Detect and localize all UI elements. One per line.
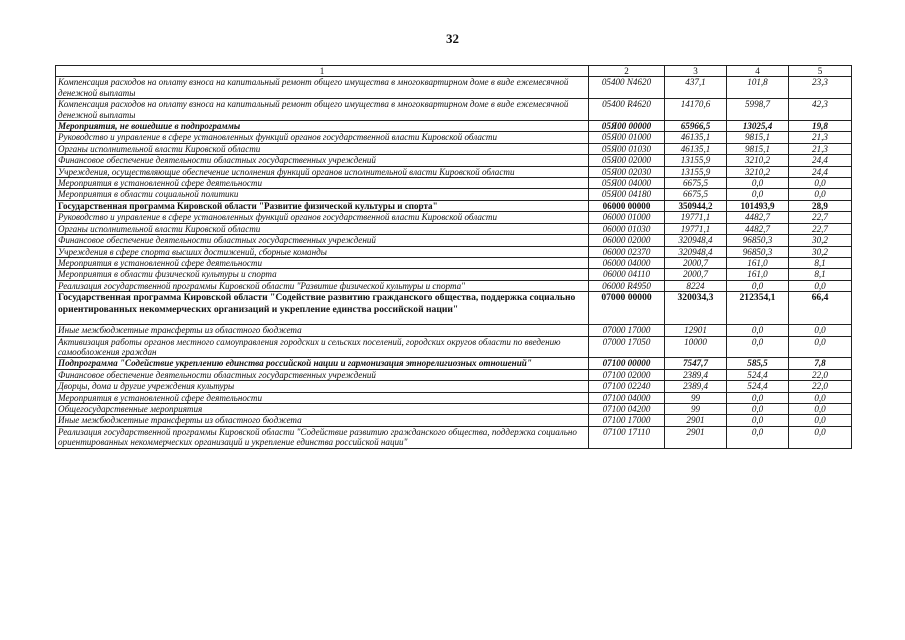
row-plan-cell: 6675,5 <box>665 178 727 189</box>
row-code-cell: 05Я00 04000 <box>589 178 665 189</box>
row-actual-cell: 0,0 <box>727 178 789 189</box>
row-name-cell: Подпрограмма "Содействие укреплению единства российской нации и гармонизация этнорелигиозных отношений" <box>56 358 589 369</box>
row-code-cell: 06000 02370 <box>589 246 665 257</box>
row-name-cell: Мероприятия в установленной сфере деятельности <box>56 257 589 268</box>
table-row <box>56 358 852 369</box>
row-plan-cell: 7547,7 <box>665 358 727 369</box>
row-code-cell: 06000 01030 <box>589 223 665 234</box>
table-row <box>56 336 852 358</box>
budget-table <box>55 65 852 449</box>
row-percent-cell: 0,0 <box>789 336 852 358</box>
row-percent-cell: 0,0 <box>789 415 852 426</box>
row-plan-cell: 320034,3 <box>665 292 727 325</box>
row-actual-cell: 0,0 <box>727 189 789 200</box>
table-row <box>56 392 852 403</box>
row-code-cell: 07000 00000 <box>589 292 665 325</box>
row-code-cell: 05400 R4620 <box>589 99 665 121</box>
row-percent-cell: 30,2 <box>789 235 852 246</box>
row-actual-cell: 0,0 <box>727 403 789 414</box>
row-actual-cell: 96850,3 <box>727 246 789 257</box>
table-row <box>56 155 852 166</box>
row-percent-cell: 22,7 <box>789 223 852 234</box>
header-col-4: 4 <box>727 66 789 77</box>
row-name-cell: Органы исполнительной власти Кировской области <box>56 223 589 234</box>
row-code-cell: 07100 04200 <box>589 403 665 414</box>
table-row <box>56 426 852 448</box>
row-name-cell: Органы исполнительной власти Кировской области <box>56 143 589 154</box>
row-code-cell: 05400 N4620 <box>589 77 665 99</box>
row-percent-cell: 24,4 <box>789 166 852 177</box>
row-name-cell: Мероприятия, не вошедшие в подпрограммы <box>56 121 589 132</box>
row-code-cell: 05Я00 02030 <box>589 166 665 177</box>
row-name-cell: Дворцы, дома и другие учреждения культуры <box>56 381 589 392</box>
row-code-cell: 05Я00 00000 <box>589 121 665 132</box>
row-plan-cell: 320948,4 <box>665 246 727 257</box>
row-name-cell: Учреждения, осуществляющие обеспечение исполнения функций органов исполнительной власти Кировской области <box>56 166 589 177</box>
row-code-cell: 07100 02000 <box>589 369 665 380</box>
table-row <box>56 212 852 223</box>
row-name-cell: Общегосударственные мероприятия <box>56 403 589 414</box>
row-percent-cell: 8,1 <box>789 269 852 280</box>
row-actual-cell: 4482,7 <box>727 212 789 223</box>
table-row <box>56 223 852 234</box>
row-plan-cell: 65966,5 <box>665 121 727 132</box>
row-name-cell: Государственная программа Кировской области "Развитие физической культуры и спорта" <box>56 200 589 211</box>
row-actual-cell: 3210,2 <box>727 155 789 166</box>
row-actual-cell: 524,4 <box>727 381 789 392</box>
row-percent-cell: 21,3 <box>789 143 852 154</box>
row-code-cell: 05Я00 02000 <box>589 155 665 166</box>
table-row <box>56 246 852 257</box>
row-name-cell: Финансовое обеспечение деятельности областных государственных учреждений <box>56 155 589 166</box>
table-row <box>56 292 852 325</box>
table-row <box>56 257 852 268</box>
row-code-cell: 07100 17110 <box>589 426 665 448</box>
row-plan-cell: 2901 <box>665 426 727 448</box>
row-name-cell: Финансовое обеспечение деятельности областных государственных учреждений <box>56 235 589 246</box>
table-row <box>56 77 852 99</box>
row-name-cell: Активизация работы органов местного самоуправления городских и сельских поселений, городских округов области по введению самообложения граждан <box>56 336 589 358</box>
row-name-cell: Реализация государственной программы Кировской области "Содействие развитию гражданского общества, поддержка социально ориентированных некоммерческих организаций и укрепление единства российской нации" <box>56 426 589 448</box>
table-row <box>56 381 852 392</box>
row-percent-cell: 19,8 <box>789 121 852 132</box>
row-plan-cell: 14170,6 <box>665 99 727 121</box>
row-code-cell: 07100 04000 <box>589 392 665 403</box>
row-percent-cell: 0,0 <box>789 392 852 403</box>
row-name-cell: Финансовое обеспечение деятельности областных государственных учреждений <box>56 369 589 380</box>
row-code-cell: 05Я00 01030 <box>589 143 665 154</box>
row-plan-cell: 437,1 <box>665 77 727 99</box>
row-name-cell: Иные межбюджетные трансферты из областного бюджета <box>56 415 589 426</box>
row-percent-cell: 30,2 <box>789 246 852 257</box>
table-row <box>56 178 852 189</box>
row-code-cell: 07000 17000 <box>589 325 665 336</box>
row-percent-cell: 8,1 <box>789 257 852 268</box>
row-percent-cell: 42,3 <box>789 99 852 121</box>
table-header-row <box>56 66 852 77</box>
row-actual-cell: 9815,1 <box>727 143 789 154</box>
row-name-cell: Государственная программа Кировской области "Содействие развитию гражданского общества, поддержка социально ориентированных некоммерческих организаций и укрепление единства российской нации" <box>56 292 589 325</box>
row-code-cell: 06000 00000 <box>589 200 665 211</box>
row-actual-cell: 0,0 <box>727 426 789 448</box>
row-code-cell: 05Я00 04180 <box>589 189 665 200</box>
row-percent-cell: 21,3 <box>789 132 852 143</box>
row-percent-cell: 22,0 <box>789 369 852 380</box>
table-row <box>56 269 852 280</box>
row-actual-cell: 585,5 <box>727 358 789 369</box>
row-actual-cell: 5998,7 <box>727 99 789 121</box>
row-code-cell: 07100 00000 <box>589 358 665 369</box>
row-plan-cell: 8224 <box>665 280 727 291</box>
row-actual-cell: 524,4 <box>727 369 789 380</box>
table-row <box>56 166 852 177</box>
row-plan-cell: 99 <box>665 392 727 403</box>
row-plan-cell: 2389,4 <box>665 381 727 392</box>
row-code-cell: 06000 R4950 <box>589 280 665 291</box>
row-plan-cell: 10000 <box>665 336 727 358</box>
row-actual-cell: 0,0 <box>727 325 789 336</box>
row-percent-cell: 23,3 <box>789 77 852 99</box>
row-percent-cell: 0,0 <box>789 325 852 336</box>
table-row <box>56 200 852 211</box>
row-actual-cell: 101,8 <box>727 77 789 99</box>
header-col-2: 2 <box>589 66 665 77</box>
table-row <box>56 235 852 246</box>
row-percent-cell: 28,9 <box>789 200 852 211</box>
row-percent-cell: 66,4 <box>789 292 852 325</box>
row-percent-cell: 0,0 <box>789 280 852 291</box>
row-code-cell: 06000 01000 <box>589 212 665 223</box>
row-name-cell: Руководство и управление в сфере установленных функций органов государственной власти Кировской области <box>56 132 589 143</box>
row-plan-cell: 12901 <box>665 325 727 336</box>
row-percent-cell: 0,0 <box>789 178 852 189</box>
row-actual-cell: 9815,1 <box>727 132 789 143</box>
row-actual-cell: 101493,9 <box>727 200 789 211</box>
row-code-cell: 06000 02000 <box>589 235 665 246</box>
row-code-cell: 06000 04000 <box>589 257 665 268</box>
page-number: 32 <box>446 31 459 46</box>
row-percent-cell: 24,4 <box>789 155 852 166</box>
row-actual-cell: 3210,2 <box>727 166 789 177</box>
row-plan-cell: 13155,9 <box>665 166 727 177</box>
table-row <box>56 280 852 291</box>
row-name-cell: Руководство и управление в сфере установленных функций органов государственной власти Кировской области <box>56 212 589 223</box>
table-row <box>56 132 852 143</box>
table-row <box>56 99 852 121</box>
table-row <box>56 325 852 336</box>
row-actual-cell: 13025,4 <box>727 121 789 132</box>
row-name-cell: Учреждения в сфере спорта высших достижений, сборные команды <box>56 246 589 257</box>
table-row <box>56 121 852 132</box>
row-plan-cell: 2901 <box>665 415 727 426</box>
row-plan-cell: 13155,9 <box>665 155 727 166</box>
table-row <box>56 143 852 154</box>
row-percent-cell: 0,0 <box>789 189 852 200</box>
table-row <box>56 415 852 426</box>
row-name-cell: Мероприятия в области физической культуры и спорта <box>56 269 589 280</box>
row-code-cell: 06000 04110 <box>589 269 665 280</box>
row-code-cell: 07100 17000 <box>589 415 665 426</box>
row-plan-cell: 46135,1 <box>665 132 727 143</box>
row-plan-cell: 2389,4 <box>665 369 727 380</box>
row-actual-cell: 161,0 <box>727 257 789 268</box>
header-col-1: 1 <box>56 66 589 77</box>
row-plan-cell: 19771,1 <box>665 212 727 223</box>
row-percent-cell: 0,0 <box>789 426 852 448</box>
row-code-cell: 07100 02240 <box>589 381 665 392</box>
row-percent-cell: 22,0 <box>789 381 852 392</box>
row-plan-cell: 19771,1 <box>665 223 727 234</box>
table-row <box>56 189 852 200</box>
row-name-cell: Мероприятия в области социальной политики <box>56 189 589 200</box>
row-actual-cell: 0,0 <box>727 336 789 358</box>
row-name-cell: Иные межбюджетные трансферты из областного бюджета <box>56 325 589 336</box>
table-row <box>56 403 852 414</box>
row-actual-cell: 161,0 <box>727 269 789 280</box>
row-actual-cell: 96850,3 <box>727 235 789 246</box>
row-code-cell: 07000 17050 <box>589 336 665 358</box>
header-col-5: 5 <box>789 66 852 77</box>
row-plan-cell: 46135,1 <box>665 143 727 154</box>
row-name-cell: Мероприятия в установленной сфере деятельности <box>56 392 589 403</box>
row-actual-cell: 0,0 <box>727 280 789 291</box>
table-row <box>56 369 852 380</box>
row-plan-cell: 2000,7 <box>665 257 727 268</box>
row-code-cell: 05Я00 01000 <box>589 132 665 143</box>
row-plan-cell: 350944,2 <box>665 200 727 211</box>
row-percent-cell: 7,8 <box>789 358 852 369</box>
row-percent-cell: 0,0 <box>789 403 852 414</box>
row-actual-cell: 0,0 <box>727 415 789 426</box>
row-name-cell: Компенсация расходов на оплату взноса на капитальный ремонт общего имущества в многоквартирном доме в виде ежемесячной денежной выплаты <box>56 99 589 121</box>
row-actual-cell: 4482,7 <box>727 223 789 234</box>
header-col-3: 3 <box>665 66 727 77</box>
row-name-cell: Компенсация расходов на оплату взноса на капитальный ремонт общего имущества в многоквартирном доме в виде ежемесячной денежной выплаты <box>56 77 589 99</box>
row-plan-cell: 2000,7 <box>665 269 727 280</box>
row-percent-cell: 22,7 <box>789 212 852 223</box>
row-actual-cell: 212354,1 <box>727 292 789 325</box>
row-plan-cell: 320948,4 <box>665 235 727 246</box>
row-plan-cell: 6675,5 <box>665 189 727 200</box>
row-name-cell: Мероприятия в установленной сфере деятельности <box>56 178 589 189</box>
row-plan-cell: 99 <box>665 403 727 414</box>
table-body <box>56 77 852 448</box>
row-name-cell: Реализация государственной программы Кировской области "Развитие физической культуры и спорта" <box>56 280 589 291</box>
row-actual-cell: 0,0 <box>727 392 789 403</box>
